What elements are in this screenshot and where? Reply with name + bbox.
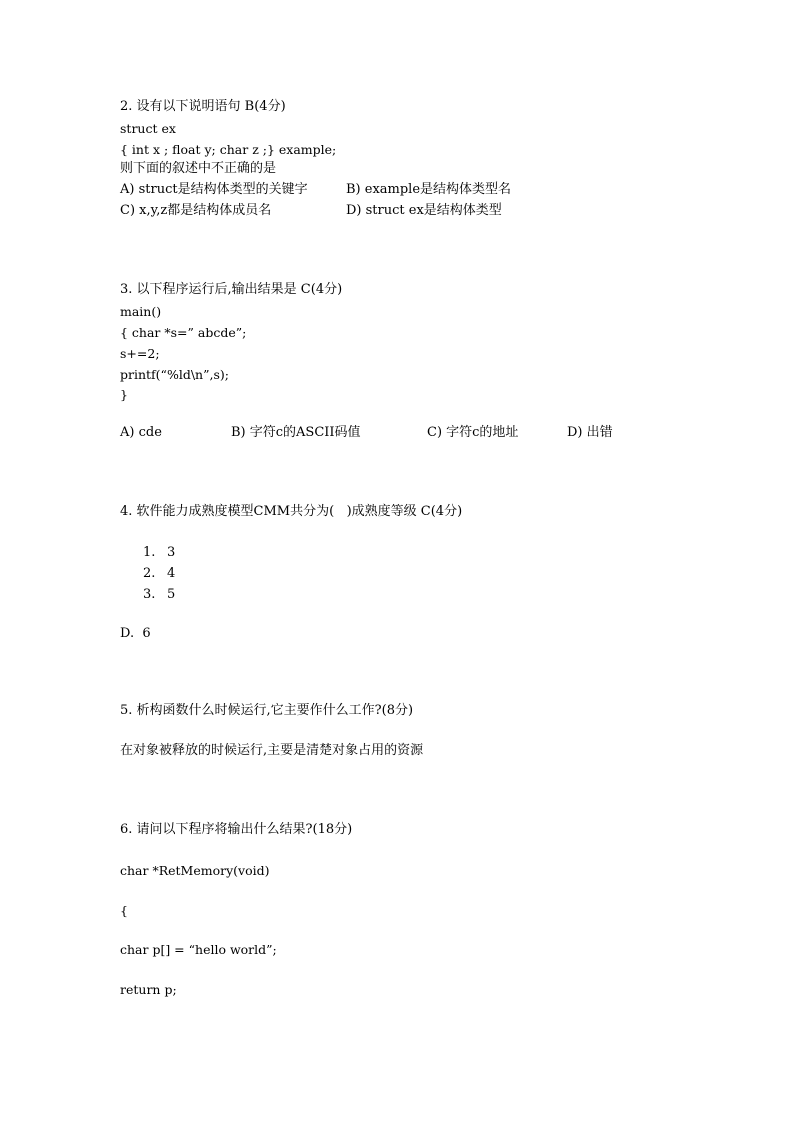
- q2-option-c: C) x,y,z都是结构体成员名: [120, 203, 272, 218]
- q6-code-line-1: char *RetMemory(void): [120, 863, 270, 878]
- q4-item-text: 4: [167, 566, 176, 581]
- q2-option-b: B) example是结构体类型名: [346, 182, 512, 197]
- q4-item-text: 5: [167, 587, 176, 602]
- q2-option-d: D) struct ex是结构体类型: [346, 203, 502, 218]
- q3-option-d: D) 出错: [567, 425, 613, 440]
- q4-item-text: 3: [167, 545, 176, 560]
- q4-option-d: D. 6: [120, 626, 151, 641]
- q3-code-line-3: s+=2;: [120, 346, 160, 361]
- q3-code-line-2: { char *s=” abcde”;: [120, 325, 247, 340]
- q6-code-line-2: {: [120, 903, 128, 918]
- q2-option-a: A) struct是结构体类型的关键字: [120, 182, 308, 197]
- q4-item-number: 1.: [143, 545, 156, 560]
- q2-code-line-1: struct ex: [120, 121, 176, 136]
- q2-code-line-2: { int x ; float y; char z ;} example;: [120, 142, 337, 157]
- q4-item-number: 3.: [143, 587, 156, 602]
- q3-title: 3. 以下程序运行后,输出结果是 C(4分): [120, 282, 343, 297]
- q3-code-line-5: }: [120, 387, 128, 402]
- q6-code-line-3: char p[] = “hello world”;: [120, 942, 277, 957]
- q6-code-line-4: return p;: [120, 982, 177, 997]
- q4-title: 4. 软件能力成熟度模型CMM共分为( )成熟度等级 C(4分): [120, 504, 463, 519]
- q4-item-number: 2.: [143, 566, 156, 581]
- q5-answer: 在对象被释放的时候运行,主要是清楚对象占用的资源: [120, 743, 424, 758]
- q5-title: 5. 析构函数什么时候运行,它主要作什么工作?(8分): [120, 703, 414, 718]
- q3-code-line-1: main(): [120, 304, 162, 319]
- q3-option-c: C) 字符c的地址: [427, 425, 519, 440]
- q2-title: 2. 设有以下说明语句 B(4分): [120, 99, 286, 114]
- q2-stem: 则下面的叙述中不正确的是: [120, 161, 277, 176]
- q6-title: 6. 请问以下程序将输出什么结果?(18分): [120, 822, 353, 837]
- q3-option-a: A) cde: [120, 425, 162, 440]
- q3-code-line-4: printf(“%ld\n”,s);: [120, 367, 229, 382]
- q3-option-b: B) 字符c的ASCII码值: [231, 425, 361, 440]
